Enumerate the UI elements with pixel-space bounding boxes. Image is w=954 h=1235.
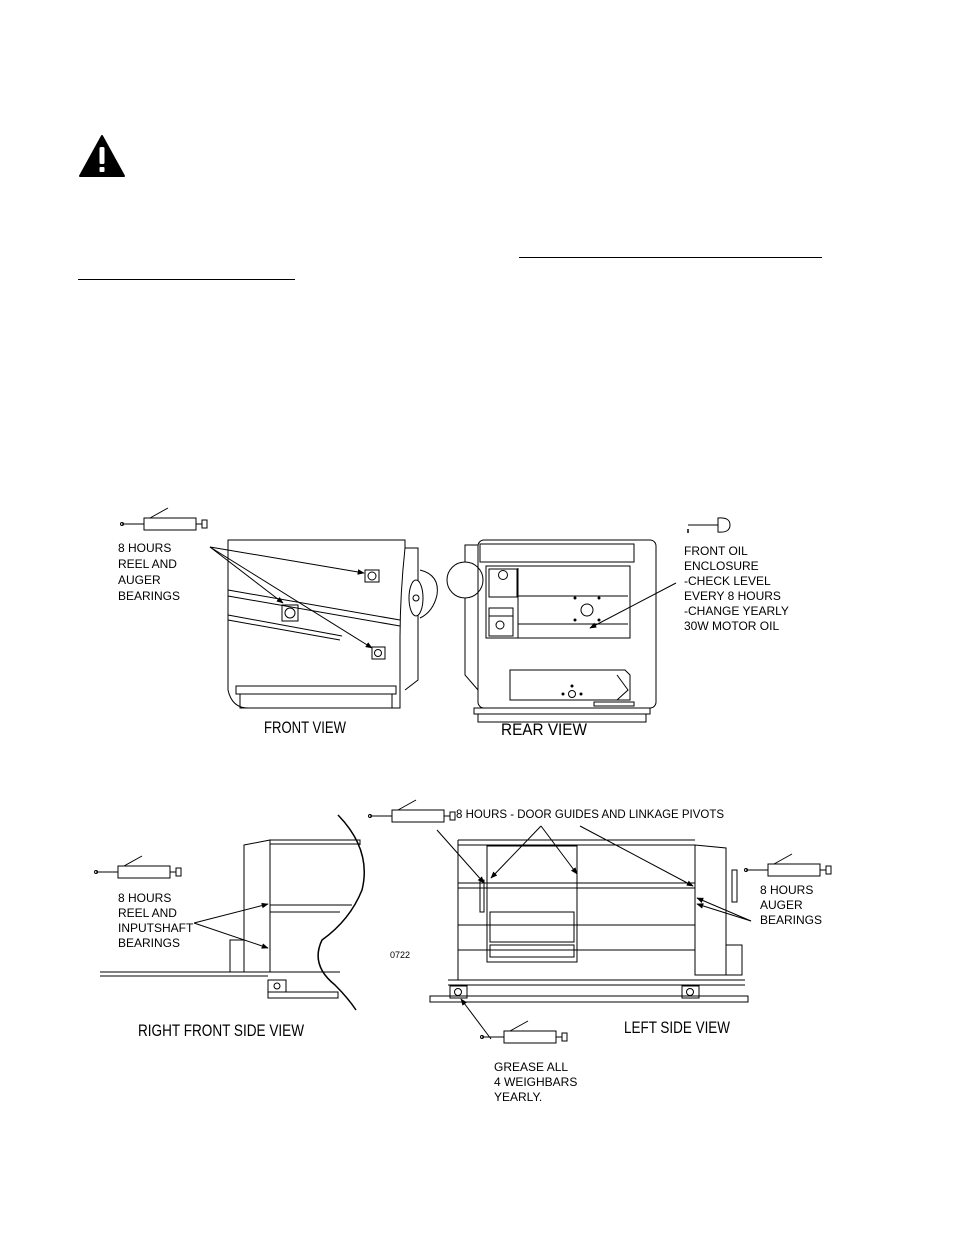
door-guides-label: 8 HOURS - DOOR GUIDES AND LINKAGE PIVOTS [456,807,724,821]
rear-oil-label: FRONT OIL ENCLOSURE -CHECK LEVEL EVERY 8 HOURS -CHANGE YEARLY 30W MOTOR OIL [684,544,789,633]
rear-view-drawing [447,540,676,722]
left-side-view-caption: LEFT SIDE VIEW [624,1018,730,1037]
part-number: 0722 [390,950,411,960]
grease-gun-icon [745,854,832,876]
right-side-grease-label: 8 HOURS REEL AND INPUTSHAFT BEARINGS [118,891,194,950]
front-grease-label: 8 HOURS REEL AND AUGER BEARINGS [118,541,181,603]
front-view-caption: FRONT VIEW [264,718,346,737]
grease-gun-icon [121,508,208,530]
right-front-side-view-caption: RIGHT FRONT SIDE VIEW [138,1021,304,1040]
weighbars-label: GREASE ALL 4 WEIGHBARS YEARLY. [494,1060,578,1104]
grease-gun-icon [481,1021,568,1043]
oil-can-icon [688,518,730,533]
rear-view-caption: REAR VIEW [501,720,587,739]
grease-gun-icon [95,856,182,878]
left-auger-label: 8 HOURS AUGER BEARINGS [760,883,823,927]
front-view-drawing [121,508,438,708]
grease-gun-icon [369,800,456,822]
